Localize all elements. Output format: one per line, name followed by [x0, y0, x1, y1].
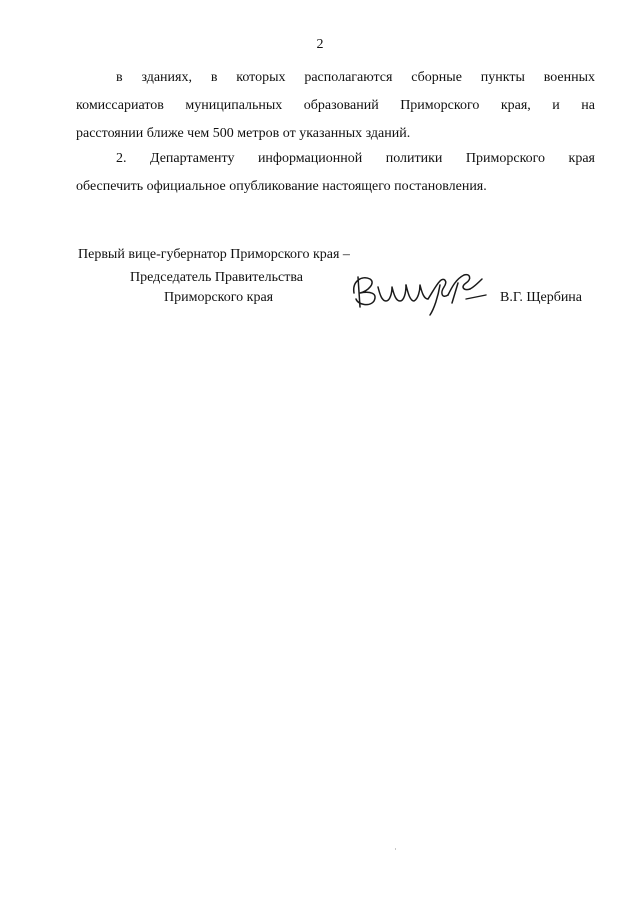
paragraph-1 — [76, 64, 595, 148]
scan-speck — [395, 848, 396, 850]
paragraph-1-line-3: расстоянии ближе чем 500 метров от указанных зданий. — [76, 126, 411, 141]
signatory-title-line-2: Председатель Правительства — [130, 270, 303, 285]
handwritten-signature — [348, 263, 488, 319]
paragraph-2 — [76, 145, 595, 201]
paragraph-1-line-2: комиссариатов муниципальных образований Приморского края, и на — [76, 98, 595, 113]
paragraph-2-line-1: 2. Департаменту информационной политики Приморского края — [116, 151, 595, 166]
paragraph-2-line-2: обеспечить официальное опубликование настоящего постановления. — [76, 179, 487, 194]
signatory-title-line-3: Приморского края — [164, 290, 274, 305]
page-number: 2 — [316, 37, 324, 52]
signatory-title-line-1: Первый вице-губернатор Приморского края – — [78, 247, 350, 262]
signatory-name: В.Г. Щербина — [500, 290, 583, 305]
signature-block — [78, 245, 608, 325]
paragraph-1-line-1: в зданиях, в которых располагаются сборные пункты военных — [116, 70, 595, 85]
